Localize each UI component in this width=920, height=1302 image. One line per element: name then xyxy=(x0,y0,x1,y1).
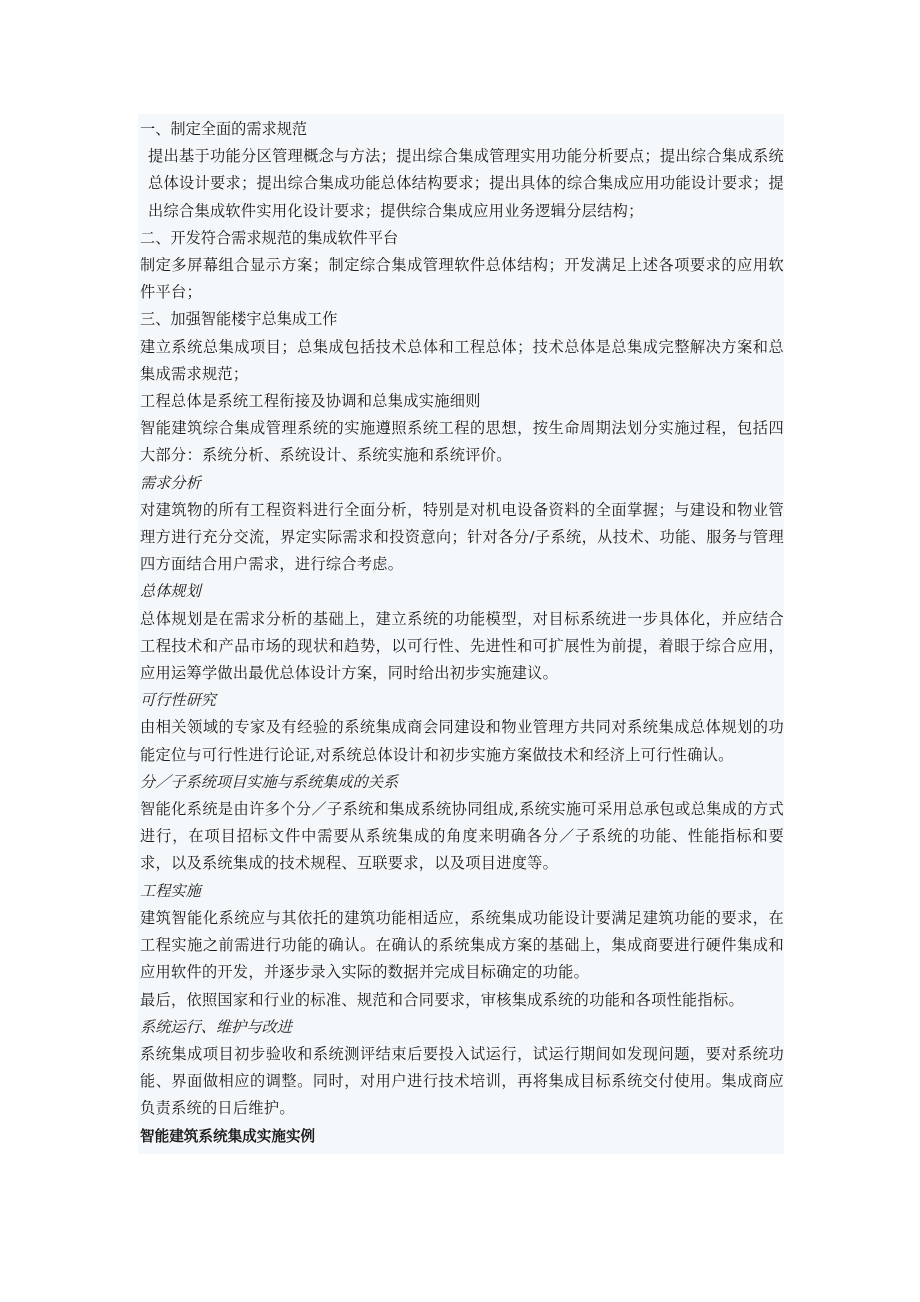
bold-heading-example: 智能建筑系统集成实施实例 xyxy=(140,1127,316,1145)
paragraph-software-platform: 制定多屏幕组合显示方案；制定综合集成管理软件总体结构；开发满足上述各项要求的应用软件平台； xyxy=(140,256,784,302)
subheading-overall-planning: 总体规划 xyxy=(140,582,201,601)
subheading-engineering-implementation: 工程实施 xyxy=(140,881,201,900)
paragraph-operation-maintenance: 系统集成项目初步验收和系统测评结束后要投入试运行，试运行期间如发现问题，要对系统功能、界面做相应的调整。同时，对用户进行技术培训，再将集成目标系统交付使用。集成商应负责系统的日后维护。 xyxy=(140,1044,784,1118)
paragraph-lifecycle: 智能建筑综合集成管理系统的实施遵照系统工程的思想，按生命周期法划分实施过程，包括四大部分：系统分析、系统设计、系统实施和系统评价。 xyxy=(140,419,784,465)
paragraph-engineering-implementation: 建筑智能化系统应与其依托的建筑功能相适应，系统集成功能设计要满足建筑功能的要求，在工程实施之前需进行功能的确认。在确认的系统集成方案的基础上，集成商要进行硬件集成和应用软件的开发，并逐步录入实际的数据并完成目标确定的功能。 xyxy=(140,908,784,982)
paragraph-engineering-overall: 工程总体是系统工程衔接及协调和总集成实施细则 xyxy=(140,392,481,411)
subheading-operation-maintenance: 系统运行、维护与改进 xyxy=(140,1017,292,1036)
paragraph-total-integration: 建立系统总集成项目；总集成包括技术总体和工程总体；技术总体是总集成完整解决方案和总集成需求规范； xyxy=(140,337,784,383)
paragraph-feasibility: 由相关领域的专家及有经验的系统集成商会同建设和物业管理方共同对系统集成总体规划的功能定位与可行性进行论证,对系统总体设计和初步实施方案做技术和经济上可行性确认。 xyxy=(140,718,784,764)
paragraph-subsystem-relation: 智能化系统是由许多个分／子系统和集成系统协同组成,系统实施可采用总承包或总集成的方式进行，在项目招标文件中需要从系统集成的角度来明确各分／子系统的功能、性能指标和要求，以及系统集成的技术规程、互联要求，以及项目进度等。 xyxy=(140,800,784,873)
subheading-requirement-analysis: 需求分析 xyxy=(140,473,201,492)
paragraph-requirements: 提出基于功能分区管理概念与方法；提出综合集成管理实用功能分析要点；提出综合集成系统总体设计要求；提出综合集成功能总体结构要求；提出具体的综合集成应用功能设计要求；提出综合集成软件实用化设计要求；提供综合集成应用业务逻辑分层结构； xyxy=(148,147,784,220)
section-heading-1: 一、制定全面的需求规范 xyxy=(140,120,308,138)
subheading-feasibility: 可行性研究 xyxy=(140,691,216,710)
paragraph-requirement-analysis: 对建筑物的所有工程资料进行全面分析，特别是对机电设备资料的全面掌握；与建设和物业管理方进行充分交流，界定实际需求和投资意向；针对各分/子系统，从技术、功能、服务与管理四方面结合用户需求，进行综合考虑。 xyxy=(140,500,784,574)
subheading-subsystem-relation: 分／子系统项目实施与系统集成的关系 xyxy=(140,772,399,791)
section-heading-2: 二、开发符合需求规范的集成软件平台 xyxy=(140,228,399,247)
section-heading-3: 三、加强智能楼宇总集成工作 xyxy=(140,310,338,329)
paragraph-overall-planning: 总体规划是在需求分析的基础上，建立系统的功能模型，对目标系统进一步具体化，并应结合工程技术和产品市场的现状和趋势，以可行性、先进性和可扩展性为前提，着眼于综合应用，应用运筹学做出最优总体设计方案，同时给出初步实施建议。 xyxy=(140,609,784,683)
document-body xyxy=(138,114,784,1154)
paragraph-final-review: 最后，依照国家和行业的标准、规范和合同要求，审核集成系统的功能和各项性能指标。 xyxy=(140,990,745,1009)
